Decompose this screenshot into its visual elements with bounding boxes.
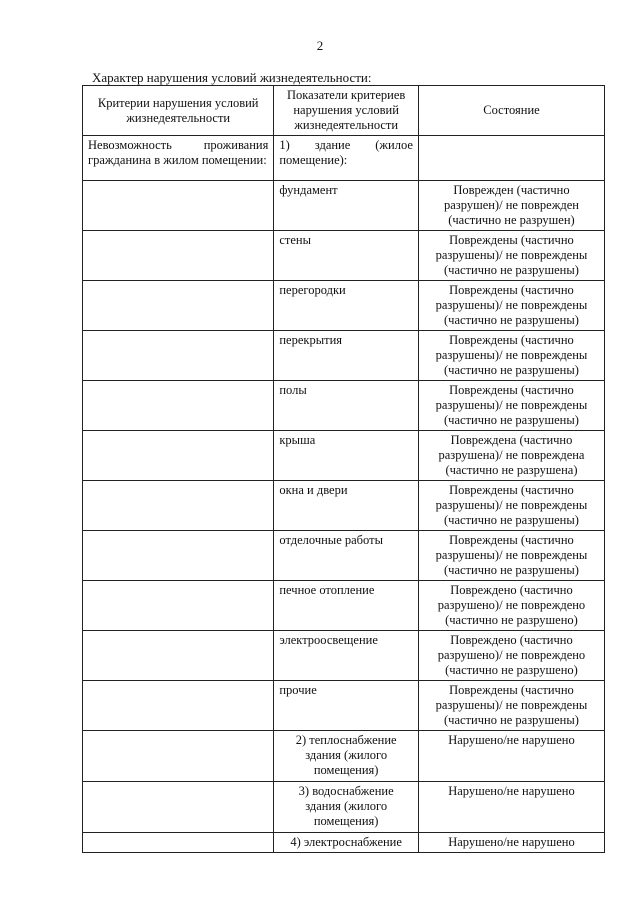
state-cell: Повреждено (частично разрушено)/ не повреждено (частично не разрушено) [418,631,604,681]
page-number: 2 [316,38,324,53]
criterion-cell [83,431,274,481]
table-row [83,431,605,481]
state-cell: Поврежден (частично разрушен)/ не поврежден (частично не разрушен) [418,181,604,231]
criterion-cell [83,731,274,782]
indicator-cell: 3) водоснабжение здания (жилого помещения) [274,782,419,833]
state-cell: Повреждены (частично разрушены)/ не повреждены (частично не разрушены) [418,531,604,581]
indicator-cell: стены [274,231,419,281]
criterion-cell [83,381,274,431]
table-header-row [83,86,605,136]
criterion-cell [83,531,274,581]
header-state: Состояние [418,86,604,136]
state-cell: Повреждено (частично разрушено)/ не повреждено (частично не разрушено) [418,581,604,631]
state-cell: Повреждены (частично разрушены)/ не повреждены (частично не разрушены) [418,331,604,381]
state-cell [418,136,604,181]
criterion-cell [83,631,274,681]
indicator-cell: перегородки [274,281,419,331]
state-cell: Нарушено/не нарушено [418,833,604,853]
state-cell: Нарушено/не нарушено [418,782,604,833]
criterion-cell [83,281,274,331]
table-row [83,231,605,281]
criterion-cell [83,331,274,381]
table-row [83,631,605,681]
table-row [83,731,605,782]
table-row [83,833,605,853]
state-cell: Нарушено/не нарушено [418,731,604,782]
criterion-cell [83,782,274,833]
indicator-cell: отделочные работы [274,531,419,581]
state-cell: Повреждены (частично разрушены)/ не повреждены (частично не разрушены) [418,681,604,731]
table-row [83,581,605,631]
indicator-cell: фундамент [274,181,419,231]
table-row [83,181,605,231]
table-row [83,531,605,581]
criterion-cell: Невозможность проживания гражданина в жилом помещении: [83,136,274,181]
header-criteria: Критерии нарушения условий жизнедеятельности [83,86,274,136]
header-indicators: Показатели критериев нарушения условий жизнедеятельности [274,86,419,136]
criterion-cell [83,231,274,281]
table-row [83,281,605,331]
indicator-cell: окна и двери [274,481,419,531]
table-row [83,381,605,431]
table-row [83,331,605,381]
indicator-cell: 4) электроснабжение [274,833,419,853]
indicator-cell: прочие [274,681,419,731]
table-row [83,136,605,181]
table-row [83,481,605,531]
indicator-cell: электроосвещение [274,631,419,681]
conditions-table [82,85,605,853]
criterion-cell [83,481,274,531]
table-caption: Характер нарушения условий жизнедеятельности: [92,70,372,85]
criterion-cell [83,581,274,631]
criterion-cell [83,681,274,731]
criterion-cell [83,833,274,853]
criterion-cell [83,181,274,231]
indicator-cell: полы [274,381,419,431]
indicator-cell: 1) здание (жилое помещение): [274,136,419,181]
state-cell: Повреждены (частично разрушены)/ не повреждены (частично не разрушены) [418,381,604,431]
state-cell: Повреждена (частично разрушена)/ не повреждена (частично не разрушена) [418,431,604,481]
indicator-cell: крыша [274,431,419,481]
indicator-cell: перекрытия [274,331,419,381]
state-cell: Повреждены (частично разрушены)/ не повреждены (частично не разрушены) [418,231,604,281]
state-cell: Повреждены (частично разрушены)/ не повреждены (частично не разрушены) [418,481,604,531]
state-cell: Повреждены (частично разрушены)/ не повреждены (частично не разрушены) [418,281,604,331]
indicator-cell: печное отопление [274,581,419,631]
indicator-cell: 2) теплоснабжение здания (жилого помещения) [274,731,419,782]
table-row [83,782,605,833]
table-row [83,681,605,731]
